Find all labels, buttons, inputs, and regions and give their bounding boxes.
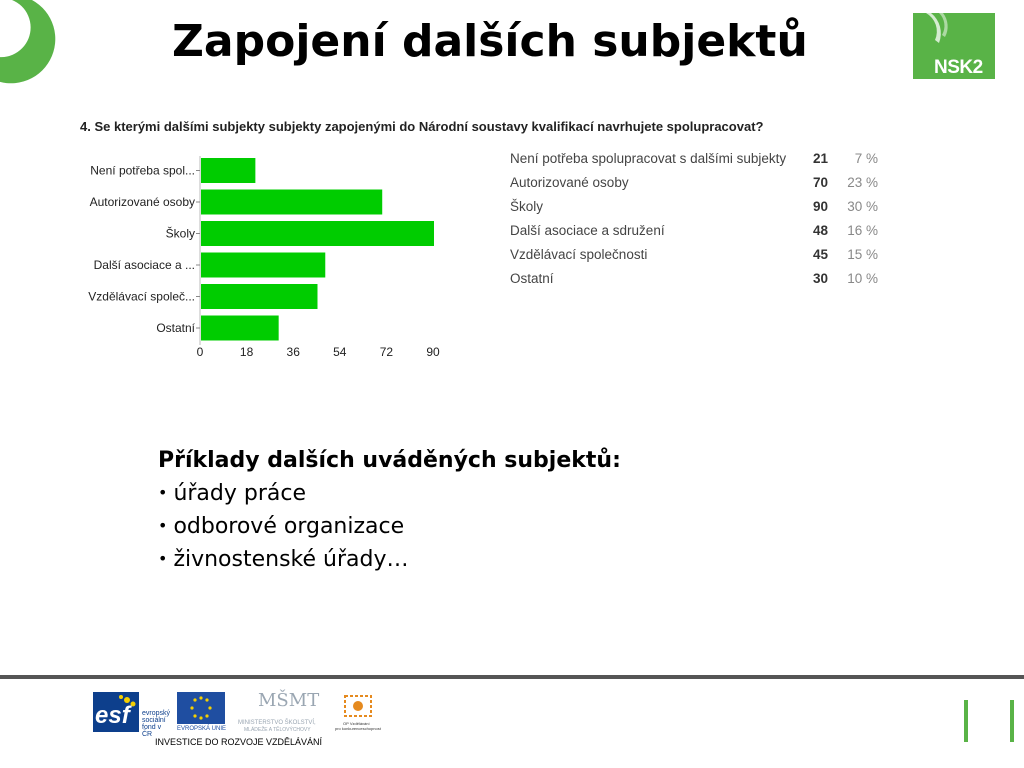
- bar: [201, 158, 255, 183]
- examples-list: [158, 448, 621, 580]
- op-logo: [335, 690, 385, 734]
- examples-item: • živnostenské úřady…: [158, 547, 409, 572]
- nsk2-logo-text: NSK2: [934, 57, 983, 78]
- esf-logo-text: esf: [95, 702, 130, 729]
- table-cell-percent: 10 %: [847, 270, 878, 286]
- table-row: [505, 242, 878, 266]
- table-row: [505, 170, 878, 194]
- category-label: Ostatní: [156, 321, 195, 335]
- category-label: Vzdělávací společ...: [88, 289, 195, 304]
- table-row: [505, 194, 878, 218]
- table-cell-percent: 23 %: [847, 174, 878, 190]
- eu-flag-caption: EVROPSKÁ UNIE: [177, 726, 227, 732]
- category-label: Další asociace a ...: [93, 258, 195, 272]
- msmt-logo-subcaption: MLÁDEŽE A TĚLOVÝCHOVY: [244, 727, 311, 733]
- x-tick-label: 72: [379, 345, 394, 359]
- esf-caption-line: fond v ČR: [142, 724, 162, 738]
- table-cell-count: 21: [812, 150, 828, 166]
- msmt-logo: [238, 690, 328, 734]
- x-tick-label: 90: [426, 345, 440, 359]
- results-table: [505, 146, 878, 290]
- footer-divider: [0, 675, 1024, 679]
- table-cell-label: Není potřeba spolupracovat s dalšími subjekty: [510, 150, 787, 166]
- slide-title: Zapojení dalších subjektů: [172, 16, 808, 67]
- eu-flag-logo: [177, 692, 227, 736]
- table-cell-percent: 15 %: [847, 246, 878, 262]
- esf-caption-line: sociální: [142, 717, 166, 724]
- msmt-logo-mark: MŠMT: [258, 690, 320, 711]
- table-cell-label: Ostatní: [510, 270, 554, 286]
- bar: [201, 316, 279, 341]
- table-cell-label: Školy: [510, 198, 544, 214]
- op-logo-subcaption: pro konkurenceschopnost: [335, 726, 381, 731]
- esf-logo: [93, 690, 173, 738]
- bar: [201, 284, 318, 309]
- examples-item: • úřady práce: [158, 481, 307, 506]
- bar-chart: [0, 0, 480, 380]
- table-row: [505, 218, 878, 242]
- footer-bars-decoration: [962, 700, 1022, 745]
- table-cell-label: Další asociace a sdružení: [510, 222, 665, 238]
- category-label: Není potřeba spol...: [90, 163, 195, 178]
- table-cell-percent: 30 %: [847, 198, 878, 214]
- msmt-logo-caption: MINISTERSTVO ŠKOLSTVÍ,: [238, 720, 316, 726]
- table-cell-percent: 7 %: [854, 150, 878, 166]
- x-tick-label: 54: [333, 345, 347, 359]
- table-cell-count: 48: [812, 222, 828, 238]
- table-row: [505, 266, 878, 290]
- examples-item: • odborové organizace: [158, 514, 405, 539]
- table-cell-count: 90: [812, 198, 828, 214]
- examples-heading: Příklady dalších uváděných subjektů:: [158, 448, 621, 473]
- footer-logos: [93, 690, 393, 760]
- survey-question: 4. Se kterými dalšími subjekty subjekty zapojenými do Národní soustavy kvalifikací navrhujete spolupracovat?: [80, 119, 764, 134]
- x-tick-label: 36: [286, 345, 300, 359]
- table-cell-percent: 16 %: [847, 222, 878, 238]
- table-cell-count: 45: [812, 246, 828, 262]
- table-row: [505, 146, 878, 170]
- x-tick-label: 0: [196, 345, 204, 359]
- op-logo-caption: OP Vzdělávání: [343, 721, 370, 726]
- esf-caption-line: evropský: [142, 710, 171, 717]
- x-tick-label: 18: [239, 345, 254, 359]
- table-cell-label: Vzdělávací společnosti: [510, 246, 648, 262]
- footer-slogan: INVESTICE DO ROZVOJE VZDĚLÁVÁNÍ: [155, 737, 323, 747]
- table-cell-count: 30: [812, 270, 828, 286]
- category-label: Autorizované osoby: [89, 195, 195, 209]
- category-label: Školy: [165, 226, 195, 241]
- table-cell-label: Autorizované osoby: [510, 174, 629, 190]
- bar: [201, 221, 434, 246]
- bar: [201, 253, 325, 278]
- bar: [201, 190, 382, 215]
- table-cell-count: 70: [812, 174, 828, 190]
